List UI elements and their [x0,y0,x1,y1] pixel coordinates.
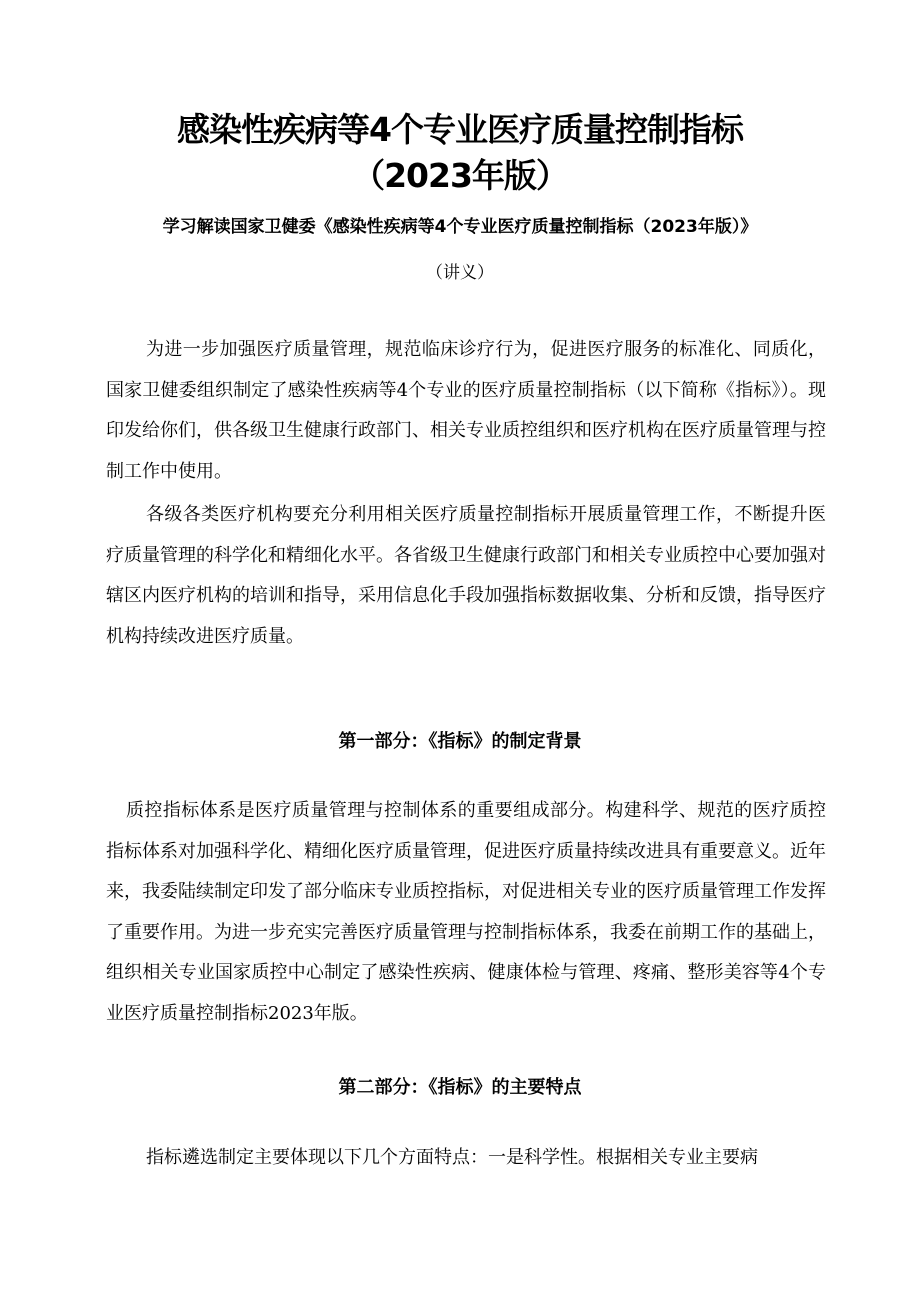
document-title-edition: （2023年版） [352,156,568,195]
section-paragraph: 指标遴选制定主要体现以下几个方面特点：一是科学性。根据相关专业主要病 [146,1147,758,1168]
document-note: （讲义） [426,263,494,283]
intro-paragraph: 为进一步加强医疗质量管理，规范临床诊疗行为，促进医疗服务的标准化、同质化，国家卫健委组织制定了感染性疾病等4个专业的医疗质量控制指标（以下简称《指标》）。现印发给你们，供各级卫生健康行政部门、相关专业质控组织和医疗机构在医疗质量管理与控制工作中使用。 [106,339,826,482]
document-subtitle: 学习解读国家卫健委《感染性疾病等4个专业医疗质量控制指标（2023年版）》 [162,217,758,237]
document-title: 感染性疾病等4个专业医疗质量控制指标 [177,110,743,149]
intro-paragraph: 各级各类医疗机构要充分利用相关医疗质量控制指标开展质量管理工作，不断提升医疗质量管理的科学化和精细化水平。各省级卫生健康行政部门和相关专业质控中心要加强对辖区内医疗机构的培训和指导，采用信息化手段加强指标数据收集、分析和反馈，指导医疗机构持续改进医疗质量。 [106,504,826,647]
section-heading: 第一部分：《指标》的制定背景 [338,731,582,752]
section-heading: 第二部分：《指标》的主要特点 [338,1077,582,1098]
section-paragraph: 质控指标体系是医疗质量管理与控制体系的重要组成部分。构建科学、规范的医疗质控指标体系对加强科学化、精细化医疗质量管理，促进医疗质量持续改进具有重要意义。近年来，我委陆续制定印发了部分临床专业质控指标，对促进相关专业的医疗质量管理工作发挥了重要作用。为进一步充实完善医疗质量管理与控制指标体系，我委在前期工作的基础上，组织相关专业国家质控中心制定了感染性疾病、健康体检与管理、疼痛、整形美容等4个专业医疗质量控制指标2023年版。 [106,800,826,1024]
